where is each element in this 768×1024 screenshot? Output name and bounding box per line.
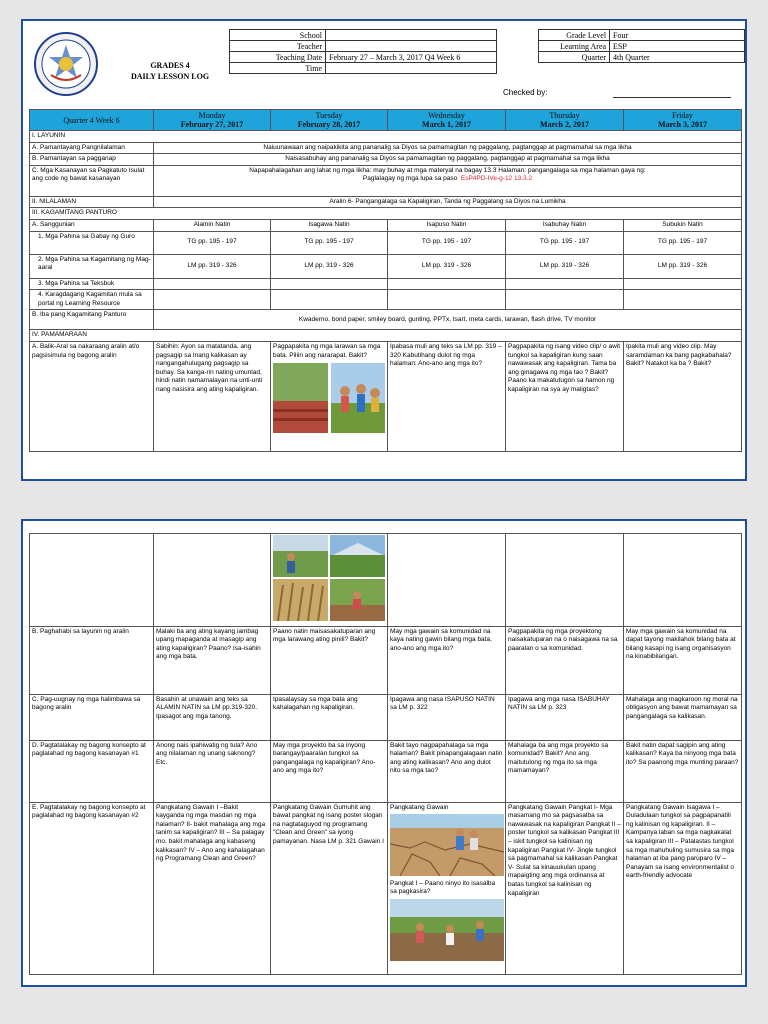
document-title [111,60,229,82]
iba-label: B. Iba pang Kagamitang Panturo [30,310,154,330]
week-label: Quarter 4 Week 6 [30,110,154,131]
title-grade: GRADES 4 [150,61,190,70]
sanggunian-mon: Alamin Natin [154,219,271,231]
pagganap-label: B. Pamantayan sa pagganap [30,154,154,166]
lesson-plan-table-2 [29,533,742,975]
learning-area-label: Learning Area [539,41,610,52]
c-label: C. Pag-uugnay ng mga halimbawa sa bagong aralin [30,694,154,740]
teksbuk-label: 3. Mga Pahina sa Teksbuk [30,278,154,290]
d-mon: Anong nais ipahiwatig ng tula? Ano ang nilalaman ng unang saknong? Etc. [154,740,271,802]
learning-area-value: ESP [610,41,745,52]
b-thu: Pagpapakita ng mga proyektong naisakatuparan na o naisagawa na sa paaralan o sa komunidad. [506,626,624,694]
sanggunian-wed: Isapuso Natin [388,219,506,231]
d-label: D. Pagtatalakay ng bagong konsepto at paglalahad ng bagong kasanayan #1 [30,740,154,802]
kagamitan-mag-mon: LM pp. 319 - 326 [154,254,271,278]
sanggunian-thu: Isabuhay Natin [506,219,624,231]
d-thu: Mahalaga ba ang mga proyekto sa komunidad? Bakit? Ano ang maitutulong ng mga ito sa mga mamamayan? [506,740,624,802]
kagamitan-mag-tue: LM pp. 319 - 326 [271,254,388,278]
school-value [326,30,497,41]
time-value [326,63,497,74]
kagamitan-mag-thu: LM pp. 319 - 326 [506,254,624,278]
day-name: Tuesday [315,111,343,120]
pagganap-value: Naisasabuhay ang pananalig sa Diyos sa pamamagitan ng paggalang, pagtanggap at pagmamahal sa mga likha [154,154,742,166]
gabay-tue: TG pp. 195 - 197 [271,231,388,254]
teaching-date-label: Teaching Date [230,52,326,63]
d-wed: Bakit tayo nagpapahalaga sa mga halaman? Bakit pinapangalagaan natin ang ating kalikasan? Ano ang dulot nito sa mga tao? [388,740,506,802]
pamantayang-value: Naiuunawaan ang naipakikita ang pananalig sa Diyos sa pamamagitan ng paggalang, pagtanggap at pagmamahal sa mga likha [154,142,742,154]
grade-level-value: Four [610,30,745,41]
day-thursday [506,110,624,131]
c-thu: Ipagawa ang mga nasa ISABUHAY NATIN sa LM p. 323 [506,694,624,740]
quarter-label: Quarter [539,52,610,63]
title-dll: DAILY LESSON LOG [130,72,210,81]
checked-by-line [613,97,731,98]
e-label: E. Pagtatalakay ng bagong konsepto at paglalahad ng bagong kasanayan #2 [30,802,154,974]
gabay-fri: TG pp. 195 - 197 [624,231,742,254]
karagdagang-label: 4. Karagdagang Kagamitan mula sa portal ng Learning Resource [30,290,154,310]
gabay-mon: TG pp. 195 - 197 [154,231,271,254]
dry-cracked-land-photo [390,814,504,876]
day-tuesday [271,110,388,131]
balik-wed: Ipabasa muli ang teks sa LM pp. 319 – 320 Kabutihang dulot ng mga halaman: Ano-ano ang mga ito? [388,341,506,451]
kasanayan-value [154,165,742,196]
day-date: March 3, 2017 [658,120,707,129]
kagamitan-label: III. KAGAMITANG PANTURO [30,208,742,220]
e-fri: Pangkatang Gawain Isagawa I – Duladulaan tungkol sa pagpapanatili ng kalinisan ng kapaligiran. II – Kampanya laban sa mga nagkakalat sa kapaligiran III – Patalastas tungkol sa mga mahuhuling sumusira sa mga halaman at iba pang paruparo IV – Panayam sa isang environmentalist o earth-friendly advocate [624,802,742,974]
c-fri: Mahalaga ang magkaroon ng moral na obligasyon ang bawat mamamayan sa pangangalaga sa kalikasan. [624,694,742,740]
balik-fri: Ipakita muli ang video clip. May saramdaman ka bang pagkabahala? Bakit? Natakot ka ba ? Bakit? [624,341,742,451]
checked-by-label: Checked by: [503,88,548,97]
e-wed-cell [388,802,506,974]
kasanayan-label: C. Mga Kasanayan sa Pagkatuto Isulat ang code ng bawat kasanayan [30,165,154,196]
d-fri: Bakit natin dapat sagipin ang ating kalikasan? Kaya ba ninyong mga bata ito? Sa paanong mga munting paraan? [624,740,742,802]
sanggunian-label: A. Sanggunian [30,219,154,231]
day-date: March 2, 2017 [540,120,589,129]
gabay-wed: TG pp. 195 - 197 [388,231,506,254]
balik-tue-cell [271,341,388,451]
balik-label: A. Balik-Aral sa nakaraang aralin at/o pagsisimula ng bagong aralin [30,341,154,451]
teacher-value [326,41,497,52]
day-wednesday [388,110,506,131]
planting-field-photo [390,899,504,961]
deped-seal-logo [33,31,99,97]
kagamitan-mag-label: 2. Mga Pahina sa Kagamitang ng Mag-aaral [30,254,154,278]
b-wed: May mga gawain sa komunidad na kaya nating gawin bilang mga bata, ano-ano ang mga ito? [388,626,506,694]
kagamitan-mag-wed: LM pp. 319 - 326 [388,254,506,278]
kagamitan-mag-fri: LM pp. 319 - 326 [624,254,742,278]
nilalaman-label: II. NILALAMAN [30,196,154,208]
e-mon: Pangkatang Gawain I –Bakit kayganda ng mga masdan ng mga halaman? II- bakit mahalaga ang mga tanim sa kapaligiran? III – Sa palagay mo, bakit mahalaga ang kabaseng kalikasan? IV – Ano ang kahalagahan ng Programang Clean and Green? [154,802,271,974]
b-mon: Malaki ba ang ating kayang iambag upang mapaganda at masagip ang ating kapaligiran? Paano? Isa-isahin ang mga bata. [154,626,271,694]
balik-thu: Pagpapakita ng isang video clip/ o awit tungkol sa kapaligiran kung saan nawawasak ang kapaligiran. Tama ba ang ginagawa ng mga tao ? Bakit? Paano ka makatutugon sa hamon ng kapaligiran na sya ay maligtas? [506,341,624,451]
section-layunin: I. LAYUNIN [30,131,742,143]
c-mon: Basahin at unawain ang teks sa ALAMIN NATIN sa LM pp.319-320. Ipasagot ang mga tanong. [154,694,271,740]
day-header-row [30,110,742,131]
school-label: School [230,30,326,41]
kasanayan-code: EsP4PD-IVe-g-12 13.3.2 [460,175,533,183]
lesson-log-page-1 [21,19,747,481]
lesson-log-page-2 [21,519,747,987]
day-date: February 27, 2017 [180,120,244,129]
quarter-value: 4th Quarter [610,52,745,63]
grade-level-label: Grade Level [539,30,610,41]
day-date: March 1, 2017 [422,120,471,129]
lesson-plan-table-1 [29,109,742,452]
d-tue: May mga proyekto ba sa inyong barangay/paaralan tungkol sa pangangalaga ng kapaligiran? Ano-ano ang mga ito? [271,740,388,802]
balik-mon: Sabihin: Ayon sa matatanda, ang pagsagip sa Inang kalikasan ay nangangahulugang pagsagip sa buhay. Sa kanga-rin nating umunlad, hindi natin namamalayan na unti-unti nang nasisira ang ating kapaligiran. [154,341,271,451]
day-monday [154,110,271,131]
c-tue: Ipasalaysay sa mga bata ang kahalagahan ng kapaligiran. [271,694,388,740]
kasanayan-line2: Paglalagay ng mga lupa sa paso [362,175,458,183]
time-label: Time [230,63,326,74]
day-name: Friday [672,111,693,120]
teacher-label: Teacher [230,41,326,52]
sanggunian-tue: Isagawa Natin [271,219,388,231]
b-fri: May mga gawain sa komunidad na dapat tayong makilahok bilang bata at bilang kasapi ng isang organisasyon na kinabibilangan. [624,626,742,694]
e-tue: Pangkatang Gawain Gumuhit ang bawat pangkat ng isang poster slogan na nagtataguyod ng programang "Clean and Green" sa iyong pamayanan. Nasa LM p. 321 Gawain I [271,802,388,974]
kasanayan-line1: Napapahalagahan ang lahat ng mga likha: may buhay at mga materyal na bagay 13.3 Halaman: pangangalaga sa mga halaman gaya ng: [249,166,646,174]
pamantayang-label: A. Pamantayang Pangnilalaman [30,142,154,154]
day-name: Monday [198,111,226,120]
day-name: Wednesday [428,111,465,120]
e-thu: Pangkatang Gawain Pangkat I- Mga masamang mo sa pagsasalba sa nawawasak na kapaligiran Pangkat II – poster tungkol sa kalikasan Pangkat III – iskit tungkol sa kalinisan ng kapaligiran Pangkat IV- Jingle tungkol sa pagmamahal sa kalikasan Pangkat V- Sulat sa kinauukulan upang mapaigting ang mga ordinansa at batas tungkol sa kalinisan ng kapaligiran [506,802,624,974]
gabay-label: 1. Mga Pahina sa Gabay ng Guro [30,231,154,254]
day-friday [624,110,742,131]
plants-photo-collage [273,535,385,621]
teaching-date-value: February 27 – March 3, 2017 Q4 Week 6 [326,52,497,63]
e-wed-title: Pangkatang Gawain [390,803,449,811]
sanggunian-fri: Subukin Natin [624,219,742,231]
day-name: Thursday [549,111,580,120]
e-wed-caption: Pangkat I – Paano ninyo ito isasalba sa pagkasira? [390,879,496,896]
students-gardening-photo [273,363,385,433]
b-tue: Paano natin maisasakatuparan ang mga larawang ating pinili? Bakit? [271,626,388,694]
header-info-table [229,29,745,74]
photo-collage-cell [271,534,388,627]
iba-value: Kwaderno, bond paper, smiley board, gunting, PPTx, tsart, meta cards, larawan, flash drive, TV monitor [154,310,742,330]
day-date: February 28, 2017 [297,120,361,129]
balik-tue: Pagpapakita ng mga larawan sa mga bata. Piliin ang nararapat. Bakit? [273,342,381,359]
nilalaman-value: Aralin 6- Pangangalaga sa Kapaligiran, Tanda ng Paggalang sa Diyos na Lumikha [154,196,742,208]
pamamaraan-label: IV. PAMAMARAAN [30,330,742,342]
c-wed: Ipagawa ang nasa ISAPUSO NATIN sa LM p. 322 [388,694,506,740]
gabay-thu: TG pp. 195 - 197 [506,231,624,254]
b-label: B. Paghahabi sa layunin ng aralin [30,626,154,694]
